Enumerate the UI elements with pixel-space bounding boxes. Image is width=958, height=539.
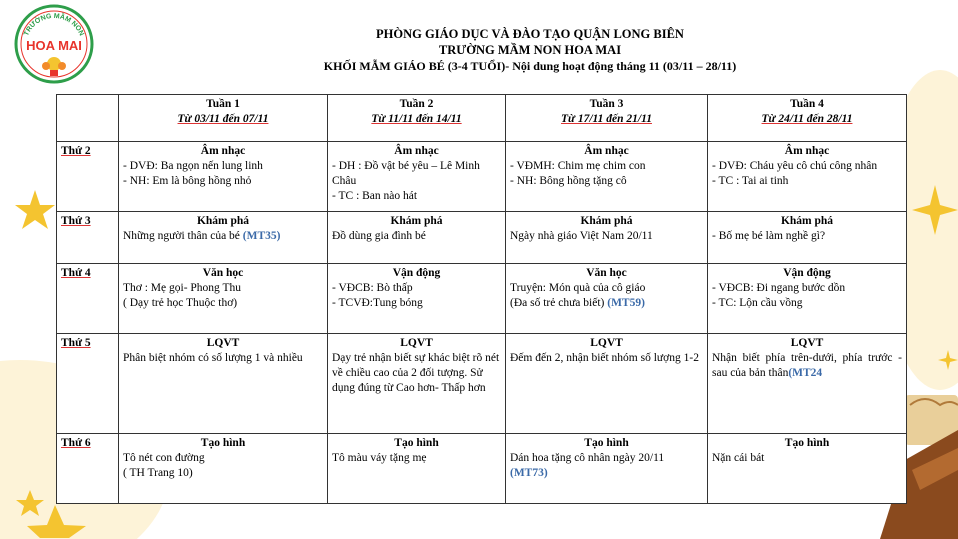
activity-line: - VĐMH: Chim mẹ chim con (510, 160, 646, 172)
subject-label: Âm nhạc (200, 145, 246, 157)
activity-line: ( TH Trang 10) (123, 467, 193, 479)
subject-label: LQVT (400, 337, 433, 349)
svg-text:HOA MAI: HOA MAI (26, 38, 82, 53)
activity-cell (119, 434, 328, 504)
activity-cell (119, 212, 328, 264)
activity-cell (506, 434, 708, 504)
day-label: Thứ 6 (61, 437, 91, 449)
subject-label: Âm nhạc (584, 145, 629, 157)
activity-cell (119, 264, 328, 334)
header-subtitle: KHỐI MẪM GIÁO BÉ (3-4 TUỔI)- Nội dung hoạt động tháng 11 (03/11 – 28/11) (323, 59, 737, 73)
activity-line: - DVĐ: Ba ngọn nến lung linh (123, 160, 263, 172)
day-label: Thứ 3 (61, 215, 91, 227)
day-label: Thứ 2 (61, 145, 91, 157)
monthly-plan-table (56, 94, 907, 504)
activity-cell (708, 434, 907, 504)
table-row (57, 212, 907, 264)
activity-cell (119, 142, 328, 212)
svg-text:TRƯỜNG MẦM NON: TRƯỜNG MẦM NON (23, 12, 85, 38)
week-header (328, 95, 506, 142)
table-row (57, 142, 907, 212)
activity-cell (328, 142, 506, 212)
activity-line: Phân biệt nhóm có số lượng 1 và nhiều (123, 352, 303, 364)
day-label: Thứ 4 (61, 267, 91, 279)
week-range: Từ 17/11 đến 21/11 (561, 113, 652, 125)
subject-label: Âm nhạc (784, 145, 830, 157)
subject-label: Vận động (392, 267, 441, 279)
subject-label: Tạo hình (584, 437, 629, 449)
activity-line: - DVĐ: Cháu yêu cô chú công nhân (712, 160, 878, 172)
activity-line: Thơ : Mẹ gọi- Phong Thu (123, 282, 241, 294)
table-header-row (57, 95, 907, 142)
week-header (708, 95, 907, 142)
subject-label: Khám phá (196, 215, 250, 227)
subject-label: Tạo hình (394, 437, 439, 449)
subject-label: Khám phá (390, 215, 443, 227)
activity-cell (328, 264, 506, 334)
week-range: Từ 11/11 đến 14/11 (371, 113, 462, 125)
header-department: PHÒNG GIÁO DỤC VÀ ĐÀO TẠO QUẬN LONG BIÊN (376, 27, 684, 41)
activity-line: - DH : Đồ vật bé yêu – Lê Minh Châu (332, 160, 480, 187)
objective-code: (MT59) (607, 297, 645, 309)
activity-cell (708, 264, 907, 334)
activity-line: - VĐCB: Bò thấp (332, 282, 413, 294)
document-header (180, 26, 880, 74)
objective-code: (MT24 (788, 367, 823, 379)
school-logo (14, 4, 94, 84)
activity-cell (328, 434, 506, 504)
activity-line: Tô nét con đường (123, 452, 205, 464)
activity-line: Ngày nhà giáo Việt Nam 20/11 (510, 230, 653, 242)
activity-line: Đếm đến 2, nhận biết nhóm số lượng 1-2 (510, 352, 699, 364)
activity-line: (Đa số trẻ chưa biết) (510, 297, 605, 309)
header-school: TRƯỜNG MẦM NON HOA MAI (438, 43, 622, 57)
subject-label: Khám phá (780, 215, 834, 227)
day-cell (57, 264, 119, 334)
subject-label: Văn học (202, 267, 244, 279)
activity-line: Dạy trẻ nhận biết sự khác biệt rõ nét về chiều cao của 2 đối tượng. Sử dụng đúng từ Cao hơn- Thấp hơn (332, 352, 500, 394)
activity-line: - VĐCB: Đi ngang bước dồn (712, 282, 846, 294)
activity-cell (328, 334, 506, 434)
activity-cell (506, 212, 708, 264)
day-cell (57, 434, 119, 504)
activity-line: Đồ dùng gia đình bé (332, 230, 426, 242)
subject-label: Khám phá (580, 215, 633, 227)
activity-line: - NH: Bông hồng tặng cô (510, 175, 627, 187)
activity-line: Dán hoa tặng cô nhân ngày 20/11 (510, 452, 665, 464)
activity-line: - TC : Ban nào hát (332, 190, 418, 202)
activity-cell (708, 212, 907, 264)
activity-line: - Bố mẹ bé làm nghề gì? (712, 230, 826, 242)
activity-line: Nhận biết phía trên-dưới, phía trước - sau của bản thân (712, 352, 902, 379)
subject-label: Âm nhạc (394, 145, 439, 157)
subject-label: Tạo hình (784, 437, 830, 449)
corner-cell (57, 95, 119, 142)
activity-cell (328, 212, 506, 264)
activity-line: - TCVĐ:Tung bóng (332, 297, 423, 309)
activity-cell (708, 142, 907, 212)
objective-code: (MT35) (242, 230, 281, 242)
subject-label: LQVT (790, 337, 824, 349)
week-title: Tuần 1 (206, 98, 240, 110)
subject-label: LQVT (206, 337, 240, 349)
objective-code: (MT73) (510, 467, 548, 479)
week-range: Từ 03/11 đến 07/11 (177, 113, 269, 125)
week-title: Tuần 2 (399, 98, 434, 110)
day-label: Thứ 5 (61, 337, 91, 349)
week-title: Tuần 4 (790, 98, 824, 110)
subject-label: LQVT (590, 337, 623, 349)
activity-cell (506, 142, 708, 212)
day-cell (57, 212, 119, 264)
activity-line: ( Dạy trẻ học Thuộc thơ) (123, 297, 238, 309)
subject-label: Tạo hình (200, 437, 246, 449)
subject-label: Văn học (586, 267, 627, 279)
activity-cell (506, 334, 708, 434)
subject-label: Vận động (783, 267, 831, 279)
activity-line: Truyện: Món quà của cô giáo (510, 282, 646, 294)
activity-cell (708, 334, 907, 434)
table-row (57, 334, 907, 434)
week-title: Tuần 3 (589, 98, 624, 110)
activity-line: - NH: Em là bông hồng nhỏ (123, 175, 252, 187)
activity-cell (506, 264, 708, 334)
activity-line: - TC : Tai ai tinh (712, 175, 789, 187)
week-header (506, 95, 708, 142)
day-cell (57, 142, 119, 212)
table-row (57, 264, 907, 334)
table-row (57, 434, 907, 504)
activity-line: Những người thân của bé (123, 230, 240, 242)
day-cell (57, 334, 119, 434)
week-range: Từ 24/11 đến 28/11 (761, 113, 853, 125)
week-header (119, 95, 328, 142)
activity-line: Tô màu váy tặng mẹ (332, 452, 427, 464)
activity-line: Nặn cái bát (712, 452, 765, 464)
activity-cell (119, 334, 328, 434)
activity-line: - TC: Lộn cầu vồng (712, 297, 803, 309)
